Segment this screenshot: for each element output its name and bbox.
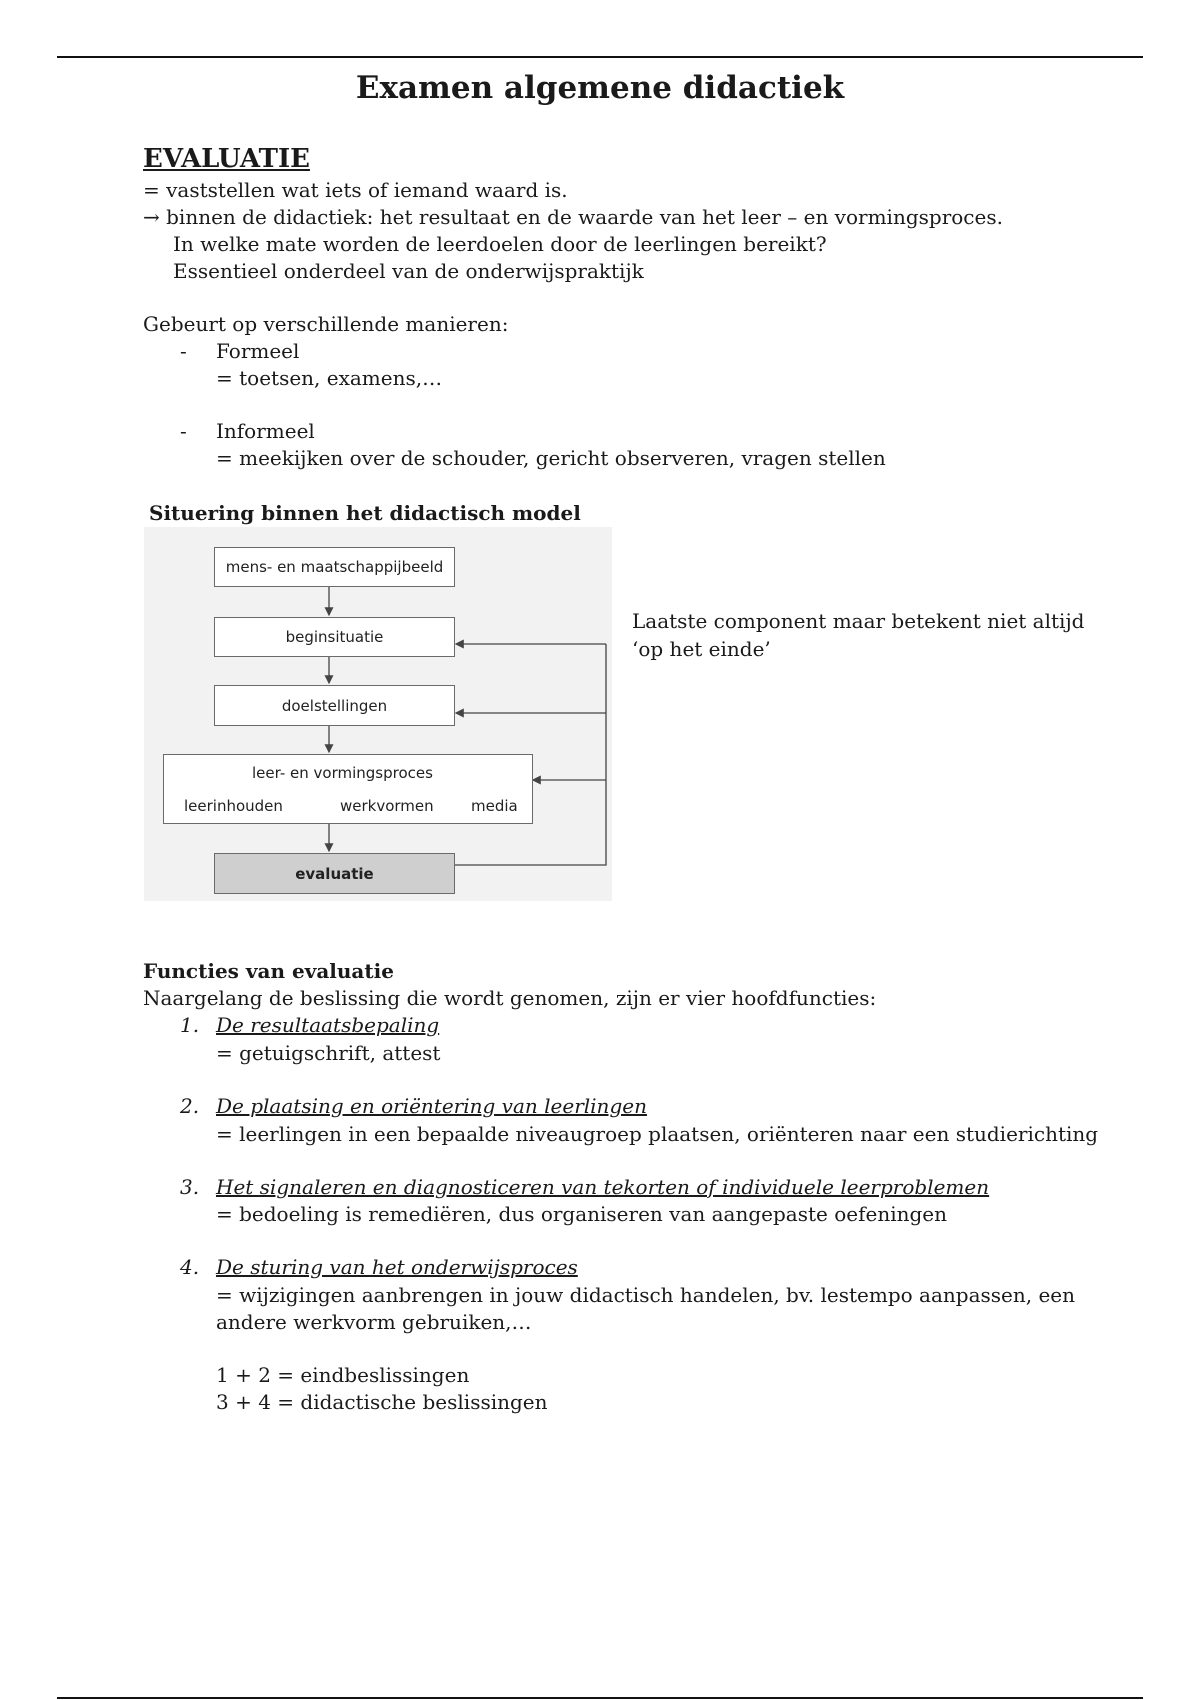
- summary-didactische-beslissingen: 3 + 4 = didactische beslissingen: [216, 1390, 548, 1414]
- model-heading: Situering binnen het didactisch model: [149, 501, 581, 525]
- bullet-dash: -: [180, 339, 187, 363]
- box-mens-maatschappijbeeld: mens- en maatschappijbeeld: [214, 547, 455, 587]
- function-detail: = getuigschrift, attest: [216, 1041, 441, 1065]
- function-title: De plaatsing en oriëntering van leerlingen: [216, 1094, 647, 1118]
- section-heading: EVALUATIE: [143, 144, 310, 174]
- bottom-rule: [57, 1697, 1143, 1699]
- function-number: 3.: [180, 1175, 200, 1199]
- arrow-line-text: binnen de didactiek: het resultaat en de waarde van het leer – en vormingsproces.: [166, 205, 1003, 229]
- function-number: 2.: [180, 1094, 200, 1118]
- box-doelstellingen: doelstellingen: [214, 685, 455, 726]
- manners-lead: Gebeurt op verschillende manieren:: [143, 312, 509, 336]
- question-text: In welke mate worden de leerdoelen door de leerlingen bereikt?: [173, 232, 827, 256]
- function-detail: = bedoeling is remediëren, dus organiseren van aangepaste oefeningen: [216, 1202, 947, 1226]
- function-title: De sturing van het onderwijsproces: [216, 1255, 578, 1279]
- function-title: Het signaleren en diagnosticeren van tekorten of individuele leerproblemen: [216, 1175, 990, 1199]
- functions-lead: Naargelang de beslissing die wordt genomen, zijn er vier hoofdfuncties:: [143, 986, 877, 1010]
- function-detail: = leerlingen in een bepaalde niveaugroep plaatsen, oriënteren naar een studierichting: [216, 1122, 1099, 1146]
- arrow-line: [143, 204, 1003, 231]
- essential-text: Essentieel onderdeel van de onderwijspraktijk: [173, 259, 644, 283]
- function-detail-cont: andere werkvorm gebruiken,…: [216, 1310, 532, 1334]
- bullet-dash: -: [180, 419, 187, 443]
- top-rule: [57, 56, 1143, 58]
- manner-label: Formeel: [216, 339, 300, 363]
- box-evaluatie: evaluatie: [214, 853, 455, 894]
- box-media: media: [471, 797, 518, 815]
- function-number: 1.: [180, 1013, 200, 1037]
- summary-eindbeslissingen: 1 + 2 = eindbeslissingen: [216, 1363, 470, 1387]
- box-werkvormen: werkvormen: [340, 797, 434, 815]
- functions-heading: Functies van evaluatie: [143, 959, 394, 983]
- manner-detail: = toetsen, examens,…: [216, 366, 443, 390]
- box-leer-vormingsproces: [163, 754, 533, 824]
- arrow-right-icon: →: [143, 205, 160, 229]
- function-number: 4.: [180, 1255, 200, 1279]
- page-title: Examen algemene didactiek: [355, 70, 845, 106]
- function-detail: = wijzigingen aanbrengen in jouw didactisch handelen, bv. lestempo aanpassen, een: [216, 1283, 1076, 1307]
- model-note-line2: ‘op het einde’: [632, 637, 771, 661]
- box-leerinhouden: leerinhouden: [184, 797, 283, 815]
- definition-text: = vaststellen wat iets of iemand waard is.: [143, 178, 568, 202]
- box-beginsituatie: beginsituatie: [214, 617, 455, 657]
- model-note-line1: Laatste component maar betekent niet altijd: [632, 609, 1085, 633]
- didactic-model-diagram: [144, 527, 612, 901]
- manner-label: Informeel: [216, 419, 315, 443]
- function-title: De resultaatsbepaling: [216, 1013, 440, 1037]
- manner-detail: = meekijken over de schouder, gericht observeren, vragen stellen: [216, 446, 886, 470]
- box-leer-title: leer- en vormingsproces: [252, 764, 433, 782]
